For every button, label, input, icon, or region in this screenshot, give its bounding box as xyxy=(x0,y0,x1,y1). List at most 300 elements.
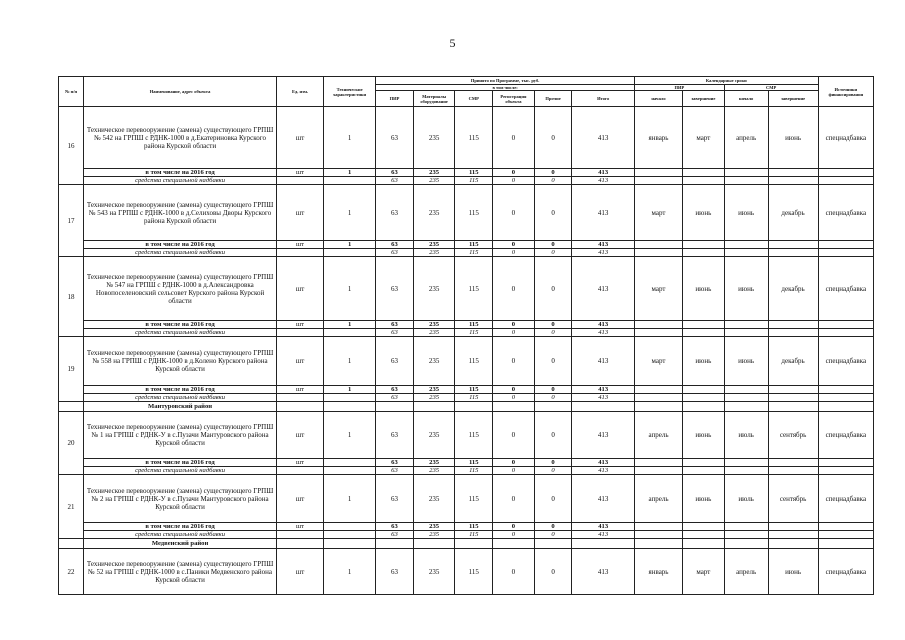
total-cost: 413 xyxy=(572,394,635,402)
empty-cell xyxy=(534,402,572,412)
smr-start: июнь xyxy=(724,257,768,321)
tech-cell: 1 xyxy=(324,107,376,169)
row-number: 18 xyxy=(59,257,84,337)
object-row xyxy=(59,475,874,523)
year-2016-row xyxy=(59,523,874,531)
row-number: 16 xyxy=(59,107,84,185)
materials-cost: 235 xyxy=(413,329,455,337)
empty-cell xyxy=(768,459,818,467)
empty-cell xyxy=(635,402,683,412)
tech-cell: 1 xyxy=(324,321,376,329)
pir-cost: 63 xyxy=(376,107,414,169)
materials-cost: 235 xyxy=(413,523,455,531)
smr-cost: 115 xyxy=(455,459,493,467)
pir-end: июнь xyxy=(683,337,725,386)
pir-cost: 63 xyxy=(376,169,414,177)
object-row xyxy=(59,337,874,386)
page-number: 5 xyxy=(449,36,456,50)
other-cost: 0 xyxy=(534,169,572,177)
tech-cell: 1 xyxy=(324,257,376,321)
registration-cost: 0 xyxy=(493,169,535,177)
empty-cell xyxy=(455,539,493,549)
empty-cell xyxy=(376,402,414,412)
other-cost: 0 xyxy=(534,321,572,329)
empty-cell xyxy=(818,467,873,475)
pir-start: март xyxy=(635,257,683,321)
pir-cost: 63 xyxy=(376,459,414,467)
other-cost: 0 xyxy=(534,185,572,241)
empty-cell xyxy=(683,321,725,329)
object-row xyxy=(59,107,874,169)
empty-cell xyxy=(324,539,376,549)
unit-cell: шт xyxy=(277,169,324,177)
smr-cost: 115 xyxy=(455,241,493,249)
tech-cell: 1 xyxy=(324,185,376,241)
pir-end: июнь xyxy=(683,475,725,523)
header-pir-start: начало xyxy=(635,91,683,107)
special-surcharge-label: средства специальной надбавки xyxy=(84,249,277,257)
special-surcharge-label: средства специальной надбавки xyxy=(84,394,277,402)
header-smr: СМР xyxy=(455,91,493,107)
empty-cell xyxy=(768,467,818,475)
table-header xyxy=(59,77,874,107)
smr-end: сентябрь xyxy=(768,475,818,523)
empty-cell xyxy=(768,523,818,531)
empty-cell xyxy=(635,169,683,177)
smr-cost: 115 xyxy=(455,329,493,337)
empty-cell xyxy=(635,241,683,249)
pir-cost: 63 xyxy=(376,177,414,185)
other-cost: 0 xyxy=(534,249,572,257)
empty-cell xyxy=(818,241,873,249)
total-cost: 413 xyxy=(572,257,635,321)
special-surcharge-label: средства специальной надбавки xyxy=(84,329,277,337)
year-2016-row xyxy=(59,386,874,394)
pir-cost: 63 xyxy=(376,531,414,539)
materials-cost: 235 xyxy=(413,531,455,539)
empty-cell xyxy=(493,402,535,412)
pir-end: июнь xyxy=(683,412,725,459)
smr-cost: 115 xyxy=(455,257,493,321)
materials-cost: 235 xyxy=(413,107,455,169)
empty-cell xyxy=(324,177,376,185)
empty-cell xyxy=(534,539,572,549)
empty-cell xyxy=(683,459,725,467)
total-cost: 413 xyxy=(572,386,635,394)
empty-cell xyxy=(683,241,725,249)
empty-cell xyxy=(683,523,725,531)
empty-cell xyxy=(724,539,768,549)
year-2016-row xyxy=(59,459,874,467)
other-cost: 0 xyxy=(534,329,572,337)
empty-cell xyxy=(724,386,768,394)
empty-cell xyxy=(818,169,873,177)
smr-cost: 115 xyxy=(455,249,493,257)
object-name: Техническое перевооружение (замена) существующего ГРПШ № 543 на ГРПШ с РДНК-1000 в д.Селиховы Дворы Курского района Курской области xyxy=(84,185,277,241)
tech-cell: 1 xyxy=(324,475,376,523)
header-total: Итого xyxy=(572,91,635,107)
empty-cell xyxy=(724,329,768,337)
materials-cost: 235 xyxy=(413,475,455,523)
other-cost: 0 xyxy=(534,523,572,531)
empty-cell xyxy=(724,402,768,412)
district-name: Мантуровский район xyxy=(84,402,277,412)
total-cost: 413 xyxy=(572,475,635,523)
header-smr-end: завершение xyxy=(768,91,818,107)
total-cost: 413 xyxy=(572,169,635,177)
pir-start: апрель xyxy=(635,412,683,459)
registration-cost: 0 xyxy=(493,386,535,394)
smr-cost: 115 xyxy=(455,475,493,523)
funding-source: спецнадбавка xyxy=(818,412,873,459)
pir-start: январь xyxy=(635,107,683,169)
empty-cell xyxy=(635,386,683,394)
object-row xyxy=(59,185,874,241)
unit-cell: шт xyxy=(277,523,324,531)
empty-cell xyxy=(818,321,873,329)
registration-cost: 0 xyxy=(493,531,535,539)
header-smr-group: СМР xyxy=(724,85,818,91)
empty-cell xyxy=(277,394,324,402)
registration-cost: 0 xyxy=(493,549,535,595)
other-cost: 0 xyxy=(534,386,572,394)
total-cost: 413 xyxy=(572,107,635,169)
header-smr-start: начало xyxy=(724,91,768,107)
empty-cell xyxy=(724,169,768,177)
object-name: Техническое перевооружение (замена) существующего ГРПШ № 547 на ГРПШ с РДНК-1000 в д.Александровка Новопоселеновский сельсовет Курского района Курской области xyxy=(84,257,277,321)
smr-end: сентябрь xyxy=(768,412,818,459)
empty-cell xyxy=(59,402,84,412)
empty-cell xyxy=(635,329,683,337)
empty-cell xyxy=(683,394,725,402)
object-row xyxy=(59,412,874,459)
tech-cell: 1 xyxy=(324,412,376,459)
empty-cell xyxy=(683,169,725,177)
empty-cell xyxy=(455,402,493,412)
pir-end: март xyxy=(683,549,725,595)
empty-cell xyxy=(818,386,873,394)
header-pir-group: ПИР xyxy=(635,85,725,91)
empty-cell xyxy=(572,539,635,549)
pir-start: март xyxy=(635,185,683,241)
empty-cell xyxy=(277,177,324,185)
registration-cost: 0 xyxy=(493,467,535,475)
smr-cost: 115 xyxy=(455,467,493,475)
year-2016-label: в том числе на 2016 год xyxy=(84,321,277,329)
year-2016-label: в том числе на 2016 год xyxy=(84,459,277,467)
empty-cell xyxy=(277,531,324,539)
pir-cost: 63 xyxy=(376,412,414,459)
total-cost: 413 xyxy=(572,531,635,539)
total-cost: 413 xyxy=(572,337,635,386)
empty-cell xyxy=(324,531,376,539)
year-2016-label: в том числе на 2016 год xyxy=(84,169,277,177)
other-cost: 0 xyxy=(534,412,572,459)
empty-cell xyxy=(324,249,376,257)
special-surcharge-label: средства специальной надбавки xyxy=(84,177,277,185)
row-number: 20 xyxy=(59,412,84,475)
empty-cell xyxy=(277,249,324,257)
funding-source: спецнадбавка xyxy=(818,257,873,321)
tech-cell: 1 xyxy=(324,549,376,595)
special-surcharge-row xyxy=(59,394,874,402)
pir-end: июнь xyxy=(683,185,725,241)
smr-end: декабрь xyxy=(768,337,818,386)
unit-cell: шт xyxy=(277,257,324,321)
header-source: Источники финансирования xyxy=(818,77,873,107)
header-no: № п/п xyxy=(59,77,84,107)
funding-source: спецнадбавка xyxy=(818,107,873,169)
pir-cost: 63 xyxy=(376,329,414,337)
pir-cost: 63 xyxy=(376,394,414,402)
registration-cost: 0 xyxy=(493,257,535,321)
year-2016-label: в том числе на 2016 год xyxy=(84,241,277,249)
registration-cost: 0 xyxy=(493,412,535,459)
unit-cell: шт xyxy=(277,321,324,329)
other-cost: 0 xyxy=(534,475,572,523)
pir-cost: 63 xyxy=(376,241,414,249)
total-cost: 413 xyxy=(572,241,635,249)
pir-end: июнь xyxy=(683,257,725,321)
empty-cell xyxy=(324,329,376,337)
empty-cell xyxy=(768,539,818,549)
empty-cell xyxy=(818,523,873,531)
smr-start: апрель xyxy=(724,107,768,169)
special-surcharge-row xyxy=(59,249,874,257)
other-cost: 0 xyxy=(534,459,572,467)
smr-cost: 115 xyxy=(455,177,493,185)
other-cost: 0 xyxy=(534,177,572,185)
empty-cell xyxy=(572,402,635,412)
empty-cell xyxy=(683,402,725,412)
total-cost: 413 xyxy=(572,249,635,257)
header-cost-sub: в том числе: xyxy=(376,85,635,91)
empty-cell xyxy=(768,249,818,257)
unit-cell: шт xyxy=(277,386,324,394)
other-cost: 0 xyxy=(534,107,572,169)
registration-cost: 0 xyxy=(493,241,535,249)
unit-cell: шт xyxy=(277,241,324,249)
funding-source: спецнадбавка xyxy=(818,475,873,523)
empty-cell xyxy=(324,467,376,475)
year-2016-row xyxy=(59,321,874,329)
unit-cell: шт xyxy=(277,459,324,467)
empty-cell xyxy=(277,329,324,337)
special-surcharge-label: средства специальной надбавки xyxy=(84,531,277,539)
empty-cell xyxy=(724,394,768,402)
empty-cell xyxy=(724,459,768,467)
empty-cell xyxy=(724,249,768,257)
pir-cost: 63 xyxy=(376,185,414,241)
pir-cost: 63 xyxy=(376,475,414,523)
other-cost: 0 xyxy=(534,549,572,595)
empty-cell xyxy=(413,402,455,412)
district-name: Медвенский район xyxy=(84,539,277,549)
smr-cost: 115 xyxy=(455,549,493,595)
special-surcharge-row xyxy=(59,329,874,337)
materials-cost: 235 xyxy=(413,549,455,595)
total-cost: 413 xyxy=(572,459,635,467)
unit-cell: шт xyxy=(277,107,324,169)
special-surcharge-row xyxy=(59,177,874,185)
year-2016-label: в том числе на 2016 год xyxy=(84,523,277,531)
other-cost: 0 xyxy=(534,257,572,321)
total-cost: 413 xyxy=(572,412,635,459)
empty-cell xyxy=(724,321,768,329)
tech-cell: 1 xyxy=(324,386,376,394)
empty-cell xyxy=(818,402,873,412)
materials-cost: 235 xyxy=(413,337,455,386)
pir-end: март xyxy=(683,107,725,169)
materials-cost: 235 xyxy=(413,321,455,329)
empty-cell xyxy=(376,539,414,549)
empty-cell xyxy=(635,467,683,475)
tech-cell: 1 xyxy=(324,241,376,249)
smr-cost: 115 xyxy=(455,531,493,539)
program-table xyxy=(58,76,874,595)
header-pir: ПИР xyxy=(376,91,414,107)
empty-cell xyxy=(324,394,376,402)
materials-cost: 235 xyxy=(413,185,455,241)
empty-cell xyxy=(768,169,818,177)
empty-cell xyxy=(635,321,683,329)
object-name: Техническое перевооружение (замена) существующего ГРПШ № 52 на ГРПШ с РДНК-1000 в с.Паники Медвенского района Курской области xyxy=(84,549,277,595)
registration-cost: 0 xyxy=(493,459,535,467)
object-name: Техническое перевооружение (замена) существующего ГРПШ № 2 на ГРПШ с РДНК-У в с.Пузачи Мантуровского района Курской области xyxy=(84,475,277,523)
tech-cell: 1 xyxy=(324,169,376,177)
materials-cost: 235 xyxy=(413,412,455,459)
tech-cell: 1 xyxy=(324,337,376,386)
materials-cost: 235 xyxy=(413,257,455,321)
special-surcharge-row xyxy=(59,467,874,475)
materials-cost: 235 xyxy=(413,249,455,257)
pir-cost: 63 xyxy=(376,257,414,321)
empty-cell xyxy=(724,531,768,539)
row-number: 17 xyxy=(59,185,84,257)
materials-cost: 235 xyxy=(413,467,455,475)
empty-cell xyxy=(683,329,725,337)
smr-cost: 115 xyxy=(455,394,493,402)
header-materials: Материалы оборудование xyxy=(413,91,455,107)
empty-cell xyxy=(768,402,818,412)
other-cost: 0 xyxy=(534,531,572,539)
empty-cell xyxy=(724,177,768,185)
special-surcharge-label: средства специальной надбавки xyxy=(84,467,277,475)
tech-cell xyxy=(324,523,376,531)
pir-start: январь xyxy=(635,549,683,595)
smr-cost: 115 xyxy=(455,169,493,177)
pir-cost: 63 xyxy=(376,523,414,531)
district-row xyxy=(59,539,874,549)
total-cost: 413 xyxy=(572,177,635,185)
smr-cost: 115 xyxy=(455,412,493,459)
year-2016-label: в том числе на 2016 год xyxy=(84,386,277,394)
empty-cell xyxy=(413,539,455,549)
header-cost-group: Принято по Программе, тыс. руб. xyxy=(376,77,635,85)
smr-start: апрель xyxy=(724,549,768,595)
smr-cost: 115 xyxy=(455,321,493,329)
empty-cell xyxy=(818,531,873,539)
registration-cost: 0 xyxy=(493,329,535,337)
empty-cell xyxy=(635,177,683,185)
district-row xyxy=(59,402,874,412)
pir-cost: 63 xyxy=(376,321,414,329)
empty-cell xyxy=(277,402,324,412)
empty-cell xyxy=(818,539,873,549)
registration-cost: 0 xyxy=(493,185,535,241)
unit-cell: шт xyxy=(277,337,324,386)
total-cost: 413 xyxy=(572,549,635,595)
materials-cost: 235 xyxy=(413,459,455,467)
object-name: Техническое перевооружение (замена) существующего ГРПШ № 542 на ГРПШ с РДНК-1000 в д.Екатериновка Курского района Курской области xyxy=(84,107,277,169)
other-cost: 0 xyxy=(534,337,572,386)
total-cost: 413 xyxy=(572,467,635,475)
empty-cell xyxy=(818,249,873,257)
pir-cost: 63 xyxy=(376,337,414,386)
materials-cost: 235 xyxy=(413,241,455,249)
row-number: 21 xyxy=(59,475,84,539)
special-surcharge-row xyxy=(59,531,874,539)
empty-cell xyxy=(768,329,818,337)
empty-cell xyxy=(768,394,818,402)
unit-cell: шт xyxy=(277,185,324,241)
smr-start: июнь xyxy=(724,185,768,241)
empty-cell xyxy=(683,467,725,475)
pir-cost: 63 xyxy=(376,249,414,257)
empty-cell xyxy=(683,539,725,549)
smr-cost: 115 xyxy=(455,523,493,531)
total-cost: 413 xyxy=(572,523,635,531)
registration-cost: 0 xyxy=(493,321,535,329)
pir-cost: 63 xyxy=(376,467,414,475)
header-name: Наименование, адрес объекта xyxy=(84,77,277,107)
empty-cell xyxy=(818,459,873,467)
pir-cost: 63 xyxy=(376,386,414,394)
empty-cell xyxy=(768,241,818,249)
object-name: Техническое перевооружение (замена) существующего ГРПШ № 558 на ГРПШ с РДНК-1000 в д.Колено Курского района Курской области xyxy=(84,337,277,386)
pir-cost: 63 xyxy=(376,549,414,595)
row-number: 19 xyxy=(59,337,84,402)
registration-cost: 0 xyxy=(493,337,535,386)
tech-cell xyxy=(324,459,376,467)
empty-cell xyxy=(683,386,725,394)
empty-cell xyxy=(635,523,683,531)
unit-cell: шт xyxy=(277,549,324,595)
header-tech: Технические характеристики xyxy=(324,77,376,107)
object-row xyxy=(59,549,874,595)
empty-cell xyxy=(635,539,683,549)
pir-start: март xyxy=(635,337,683,386)
smr-start: июль xyxy=(724,412,768,459)
year-2016-row xyxy=(59,169,874,177)
other-cost: 0 xyxy=(534,241,572,249)
empty-cell xyxy=(277,467,324,475)
registration-cost: 0 xyxy=(493,523,535,531)
smr-end: июнь xyxy=(768,107,818,169)
registration-cost: 0 xyxy=(493,249,535,257)
smr-cost: 115 xyxy=(455,337,493,386)
header-unit: Ед. изм. xyxy=(277,77,324,107)
smr-cost: 115 xyxy=(455,185,493,241)
empty-cell xyxy=(683,531,725,539)
total-cost: 413 xyxy=(572,329,635,337)
empty-cell xyxy=(277,539,324,549)
header-other: Прочие xyxy=(534,91,572,107)
smr-end: июнь xyxy=(768,549,818,595)
funding-source: спецнадбавка xyxy=(818,549,873,595)
header-pir-end: завершение xyxy=(683,91,725,107)
empty-cell xyxy=(724,241,768,249)
